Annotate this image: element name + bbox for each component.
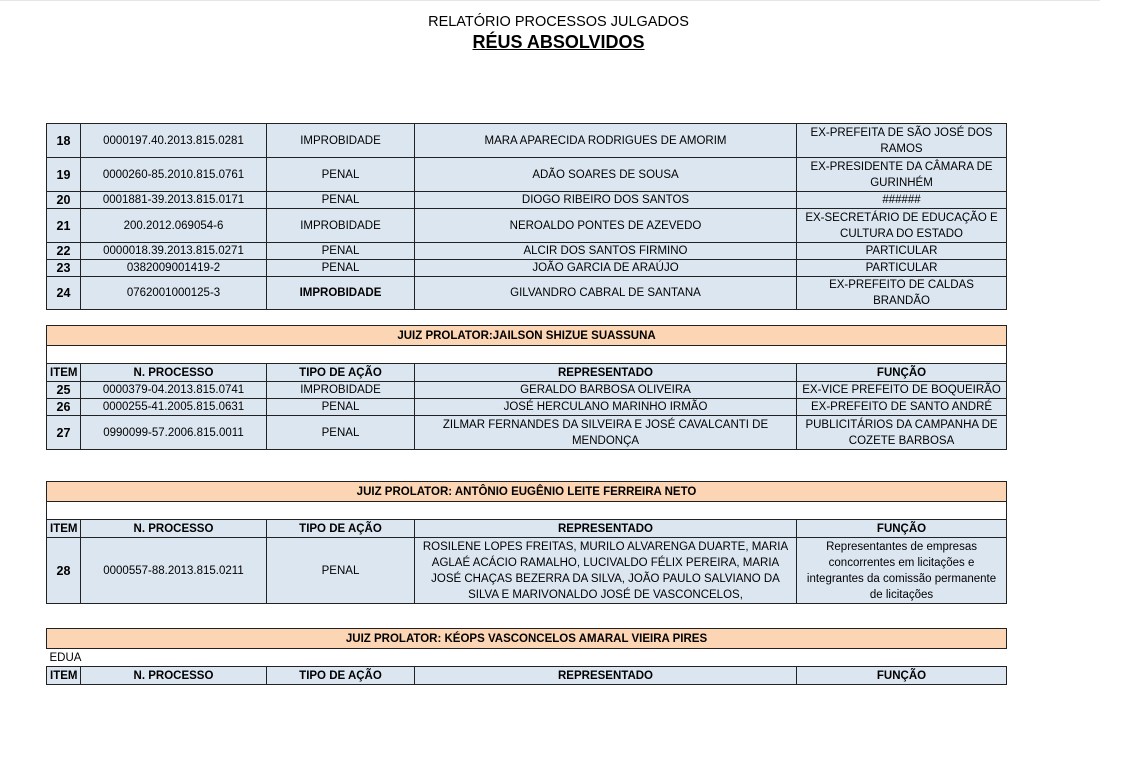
processo-cell: 0000260-85.2010.815.0761 <box>81 158 267 192</box>
representado-cell: MARA APARECIDA RODRIGUES DE AMORIM <box>415 124 797 158</box>
blank-row <box>47 346 1007 364</box>
judge-banner: JUIZ PROLATOR: ANTÔNIO EUGÊNIO LEITE FERREIRA NETO <box>47 482 1007 502</box>
tipo-cell: PENAL <box>267 243 415 260</box>
funcao-cell: PARTICULAR <box>797 243 1007 260</box>
col-header-processo: N. PROCESSO <box>81 520 267 538</box>
representado-cell: GERALDO BARBOSA OLIVEIRA <box>415 382 797 399</box>
processo-cell: 0762001000125-3 <box>81 277 267 310</box>
tipo-cell: PENAL <box>267 416 415 450</box>
funcao-cell: ###### <box>797 192 1007 209</box>
col-header-tipo: TIPO DE AÇÃO <box>267 667 415 685</box>
processes-table-2 <box>46 325 1007 450</box>
representado-cell: JOÃO GARCIA DE ARAÚJO <box>415 260 797 277</box>
representado-cell: JOSÉ HERCULANO MARINHO IRMÃO <box>415 399 797 416</box>
table-row <box>47 243 1007 260</box>
col-header-tipo: TIPO DE AÇÃO <box>267 520 415 538</box>
item-cell: 26 <box>47 399 81 416</box>
funcao-cell: EX-VICE PREFEITO DE BOQUEIRÃO <box>797 382 1007 399</box>
table-row <box>47 209 1007 243</box>
funcao-cell: PARTICULAR <box>797 260 1007 277</box>
item-cell: 24 <box>47 277 81 310</box>
page-top-rule <box>0 0 1100 1</box>
processo-cell: 0000379-04.2013.815.0741 <box>81 382 267 399</box>
col-header-tipo: TIPO DE AÇÃO <box>267 364 415 382</box>
col-header-funcao: FUNÇÃO <box>797 520 1007 538</box>
funcao-cell: EX-PREFEITO DE CALDAS BRANDÃO <box>797 277 1007 310</box>
item-cell: 22 <box>47 243 81 260</box>
item-cell: 28 <box>47 538 81 604</box>
table-row <box>47 277 1007 310</box>
tipo-cell: PENAL <box>267 158 415 192</box>
processes-table-3 <box>46 481 1007 604</box>
processo-cell: 200.2012.069054-6 <box>81 209 267 243</box>
table-row <box>47 124 1007 158</box>
item-cell: 20 <box>47 192 81 209</box>
processo-cell: 0000197.40.2013.815.0281 <box>81 124 267 158</box>
representado-cell: ZILMAR FERNANDES DA SILVEIRA E JOSÉ CAVALCANTI DE MENDONÇA <box>415 416 797 450</box>
table-row <box>47 382 1007 399</box>
processo-cell: 0000557-88.2013.815.0211 <box>81 538 267 604</box>
processes-table-4 <box>46 628 1007 685</box>
col-header-item: ITEM <box>47 364 81 382</box>
col-header-funcao: FUNÇÃO <box>797 364 1007 382</box>
table-row <box>47 260 1007 277</box>
report-subtitle: RÉUS ABSOLVIDOS <box>472 32 645 52</box>
table-row <box>47 158 1007 192</box>
processo-cell: 0382009001419-2 <box>81 260 267 277</box>
representado-cell: GILVANDRO CABRAL DE SANTANA <box>415 277 797 310</box>
item-cell: 18 <box>47 124 81 158</box>
col-header-item: ITEM <box>47 667 81 685</box>
item-cell: 21 <box>47 209 81 243</box>
judge-banner: JUIZ PROLATOR:JAILSON SHIZUE SUASSUNA <box>47 326 1007 346</box>
tipo-cell: IMPROBIDADE <box>267 124 415 158</box>
processes-table-1 <box>46 123 1007 310</box>
representado-cell: ALCIR DOS SANTOS FIRMINO <box>415 243 797 260</box>
report-title: RELATÓRIO PROCESSOS JULGADOS <box>428 14 689 30</box>
representado-cell: ROSILENE LOPES FREITAS, MURILO ALVARENGA DUARTE, MARIA AGLAÉ ACÁCIO RAMALHO, LUCIVALDO FÉLIX PEREIRA, MARIA JOSÉ CHAÇAS BEZERRA DA SILVA, JOÃO PAULO SALVIANO DA SILVA E MARIVONALDO JOSÉ DE VASCONCELOS, <box>415 538 797 604</box>
table-row <box>47 399 1007 416</box>
col-header-processo: N. PROCESSO <box>81 364 267 382</box>
col-header-funcao: FUNÇÃO <box>797 667 1007 685</box>
funcao-cell: EX-PREFEITO DE SANTO ANDRÉ <box>797 399 1007 416</box>
col-header-representado: REPRESENTADO <box>415 520 797 538</box>
item-cell: 23 <box>47 260 81 277</box>
col-header-processo: N. PROCESSO <box>81 667 267 685</box>
blank-row <box>47 502 1007 520</box>
item-cell: 27 <box>47 416 81 450</box>
table-row <box>47 538 1007 604</box>
tipo-cell: IMPROBIDADE <box>267 277 415 310</box>
processo-cell: 0000255-41.2005.815.0631 <box>81 399 267 416</box>
funcao-cell: EX-PREFEITA DE SÃO JOSÉ DOS RAMOS <box>797 124 1007 158</box>
funcao-cell: EX-PRESIDENTE DA CÂMARA DE GURINHÉM <box>797 158 1007 192</box>
item-cell: 19 <box>47 158 81 192</box>
funcao-cell: PUBLICITÁRIOS DA CAMPANHA DE COZETE BARBOSA <box>797 416 1007 450</box>
processo-cell: 0990099-57.2006.815.0011 <box>81 416 267 450</box>
tipo-cell: IMPROBIDADE <box>267 382 415 399</box>
representado-cell: NEROALDO PONTES DE AZEVEDO <box>415 209 797 243</box>
funcao-cell: EX-SECRETÁRIO DE EDUCAÇÃO E CULTURA DO ESTADO <box>797 209 1007 243</box>
judge-banner: JUIZ PROLATOR: KÉOPS VASCONCELOS AMARAL VIEIRA PIRES <box>47 629 1007 649</box>
tipo-cell: PENAL <box>267 538 415 604</box>
representado-cell: DIOGO RIBEIRO DOS SANTOS <box>415 192 797 209</box>
tipo-cell: IMPROBIDADE <box>267 209 415 243</box>
processo-cell: 0000018.39.2013.815.0271 <box>81 243 267 260</box>
tipo-cell: PENAL <box>267 399 415 416</box>
tipo-cell: PENAL <box>267 260 415 277</box>
col-header-representado: REPRESENTADO <box>415 667 797 685</box>
processo-cell: 0001881-39.2013.815.0171 <box>81 192 267 209</box>
col-header-item: ITEM <box>47 520 81 538</box>
col-header-representado: REPRESENTADO <box>415 364 797 382</box>
tipo-cell: PENAL <box>267 192 415 209</box>
note-row: EDUA <box>47 649 1007 667</box>
representado-cell: ADÃO SOARES DE SOUSA <box>415 158 797 192</box>
table-row <box>47 192 1007 209</box>
table-row <box>47 416 1007 450</box>
funcao-cell: Representantes de empresas concorrentes em licitações e integrantes da comissão permanente de licitações <box>797 538 1007 604</box>
item-cell: 25 <box>47 382 81 399</box>
